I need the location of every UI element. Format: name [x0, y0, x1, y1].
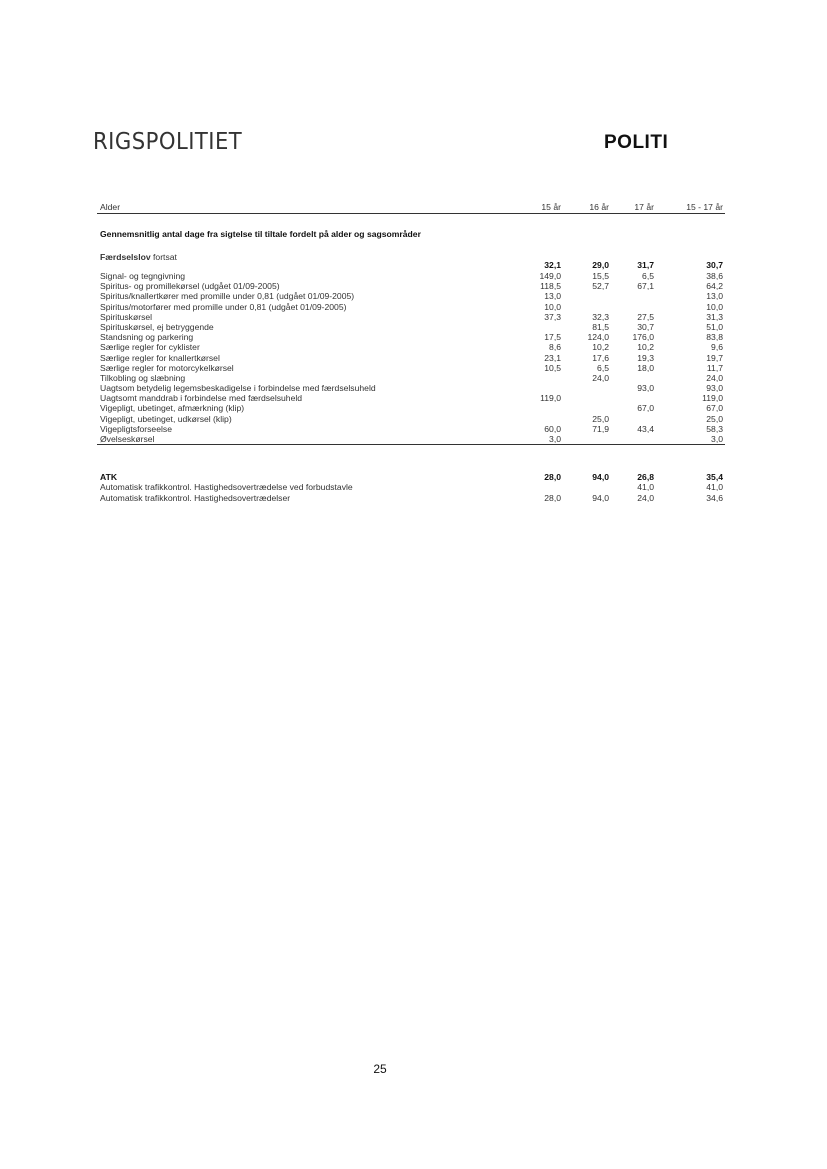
row-value: 43,4 [637, 423, 654, 434]
total-15: 32,1 [544, 260, 561, 270]
row-label: Vigepligt, ubetinget, udkørsel (klip) [100, 413, 232, 424]
politi-logo: POLITI [604, 132, 669, 153]
row-value: 71,9 [592, 423, 609, 434]
row-value: 8,6 [549, 342, 561, 353]
table-row [97, 281, 725, 291]
row-value: 67,0 [637, 403, 654, 414]
row-label: Spirituskørsel, ej betryggende [100, 321, 214, 332]
row-value: 51,0 [706, 321, 723, 332]
table-row [97, 353, 725, 363]
row-value: 41,0 [706, 482, 723, 493]
row-value: 149,0 [539, 271, 561, 281]
table-subtitle [97, 227, 725, 241]
row-value: 17,6 [592, 352, 609, 363]
row-value: 18,0 [637, 362, 654, 373]
row-label: Spiritus- og promillekørsel (udgået 01/09-2005) [100, 281, 280, 292]
subtitle-text: Gennemsnitlig antal dage fra sigtelse til tiltale fordelt på alder og sagsområder [100, 229, 421, 239]
atk-total-16: 94,0 [592, 472, 609, 483]
row-value: 25,0 [592, 413, 609, 424]
total-16: 29,0 [592, 260, 609, 270]
row-value: 32,3 [592, 311, 609, 322]
row-value: 124,0 [587, 332, 609, 343]
page-number: 25 [373, 1062, 387, 1076]
table-row [97, 424, 725, 434]
row-label: Uagtsomt manddrab i forbindelse med færdselsuheld [100, 393, 303, 404]
row-value: 67,1 [637, 281, 654, 292]
row-value: 94,0 [592, 492, 609, 503]
section-totals-faerdselslov [97, 260, 725, 271]
row-value: 30,7 [637, 321, 654, 332]
row-value: 3,0 [549, 434, 561, 444]
table-row [97, 373, 725, 383]
row-value: 23,1 [544, 352, 561, 363]
atk-total-17: 26,8 [637, 472, 654, 483]
row-value: 10,0 [706, 301, 723, 312]
row-value: 67,0 [706, 403, 723, 414]
row-value: 13,0 [706, 291, 723, 302]
row-label: Automatisk trafikkontrol. Hastighedsovertrædelse ved forbudstavle [100, 482, 353, 493]
table-row [97, 393, 725, 403]
table-row [97, 291, 725, 301]
section-header-atk [97, 472, 725, 482]
column-header-15: 15 år [541, 202, 561, 212]
row-label: Standsning og parkering [100, 332, 194, 343]
row-value: 3,0 [711, 434, 723, 444]
row-value: 60,0 [544, 423, 561, 434]
row-value: 19,7 [706, 352, 723, 363]
row-label: Særlige regler for cyklister [100, 342, 200, 353]
row-label: Særlige regler for knallertkørsel [100, 352, 220, 363]
row-value: 27,5 [637, 311, 654, 322]
row-value: 118,5 [540, 281, 561, 292]
row-value: 93,0 [706, 383, 723, 394]
total-17: 31,7 [637, 260, 654, 270]
row-value: 15,5 [592, 271, 609, 281]
row-value: 25,0 [706, 413, 723, 424]
table-row [97, 383, 725, 393]
table-row [97, 414, 725, 424]
row-value: 81,5 [592, 321, 609, 332]
row-value: 83,8 [706, 332, 723, 343]
row-value: 34,6 [706, 492, 723, 503]
statistics-table [97, 200, 725, 503]
row-value: 93,0 [637, 383, 654, 394]
row-value: 28,0 [544, 492, 561, 503]
row-value: 24,0 [592, 372, 609, 383]
section-title-rest: fortsat [150, 252, 177, 262]
table-row [97, 434, 725, 444]
row-value: 10,0 [544, 301, 561, 312]
total-15-17: 30,7 [706, 260, 723, 270]
row-value: 11,7 [706, 362, 723, 373]
column-header-17: 17 år [634, 202, 654, 212]
row-value: 17,5 [544, 332, 561, 343]
section-title-bold: Færdselslov [100, 252, 151, 262]
row-label: Signal- og tegngivning [100, 271, 186, 281]
row-value: 13,0 [544, 291, 561, 302]
table-row [97, 322, 725, 332]
row-value: 10,2 [592, 342, 609, 353]
row-label: Spirituskørsel [100, 311, 153, 322]
table-row [97, 403, 725, 413]
row-value: 176,0 [632, 332, 654, 343]
row-label: Særlige regler for motorcykelkørsel [100, 362, 234, 373]
row-value: 41,0 [637, 482, 654, 493]
section-rows-atk [97, 482, 725, 502]
row-value: 24,0 [706, 372, 723, 383]
column-header-age: Alder [100, 202, 121, 212]
rigspolitiet-logo: RIGSPOLITIET [93, 129, 243, 155]
row-value: 9,6 [711, 342, 723, 353]
column-header-15-17: 15 - 17 år [686, 202, 723, 212]
section-rows-faerdselslov [97, 271, 725, 444]
row-value: 37,3 [544, 311, 561, 322]
row-value: 10,5 [544, 362, 561, 373]
table-row [97, 312, 725, 322]
table-row [97, 482, 725, 492]
atk-total-15: 28,0 [544, 472, 561, 483]
row-label: Spiritus/motorfører med promille under 0,81 (udgået 01/09-2005) [100, 301, 347, 312]
row-value: 52,7 [592, 281, 609, 292]
row-label: Vigepligt, ubetinget, afmærkning (klip) [100, 403, 245, 414]
table-row [97, 271, 725, 281]
row-value: 119,0 [702, 393, 723, 404]
row-label: Uagtsom betydelig legemsbeskadigelse i forbindelse med færdselsuheld [100, 383, 376, 394]
row-label: Spiritus/knallertkører med promille under 0,81 (udgået 01/09-2005) [100, 291, 355, 302]
row-label: Tilkobling og slæbning [100, 372, 186, 383]
row-value: 31,3 [706, 311, 723, 322]
table-header-row [97, 200, 725, 214]
atk-total-15-17: 35,4 [706, 472, 723, 483]
row-value: 58,3 [706, 423, 723, 434]
row-value: 6,5 [597, 362, 609, 373]
row-value: 119,0 [540, 393, 561, 404]
row-value: 64,2 [706, 281, 723, 292]
table-row [97, 302, 725, 312]
row-label: Øvelseskørsel [100, 434, 155, 444]
row-label: Automatisk trafikkontrol. Hastighedsovertrædelser [100, 492, 291, 503]
table-row [97, 493, 725, 503]
table-row [97, 363, 725, 373]
row-value: 6,5 [642, 271, 654, 281]
row-value: 10,2 [637, 342, 654, 353]
row-label: Vigepligtsforseelse [100, 423, 172, 434]
row-value: 38,6 [706, 271, 723, 281]
table-row [97, 342, 725, 352]
row-value: 24,0 [637, 492, 654, 503]
section-title-atk: ATK [100, 472, 118, 483]
column-header-16: 16 år [589, 202, 609, 212]
row-value: 19,3 [637, 352, 654, 363]
table-row [97, 332, 725, 342]
